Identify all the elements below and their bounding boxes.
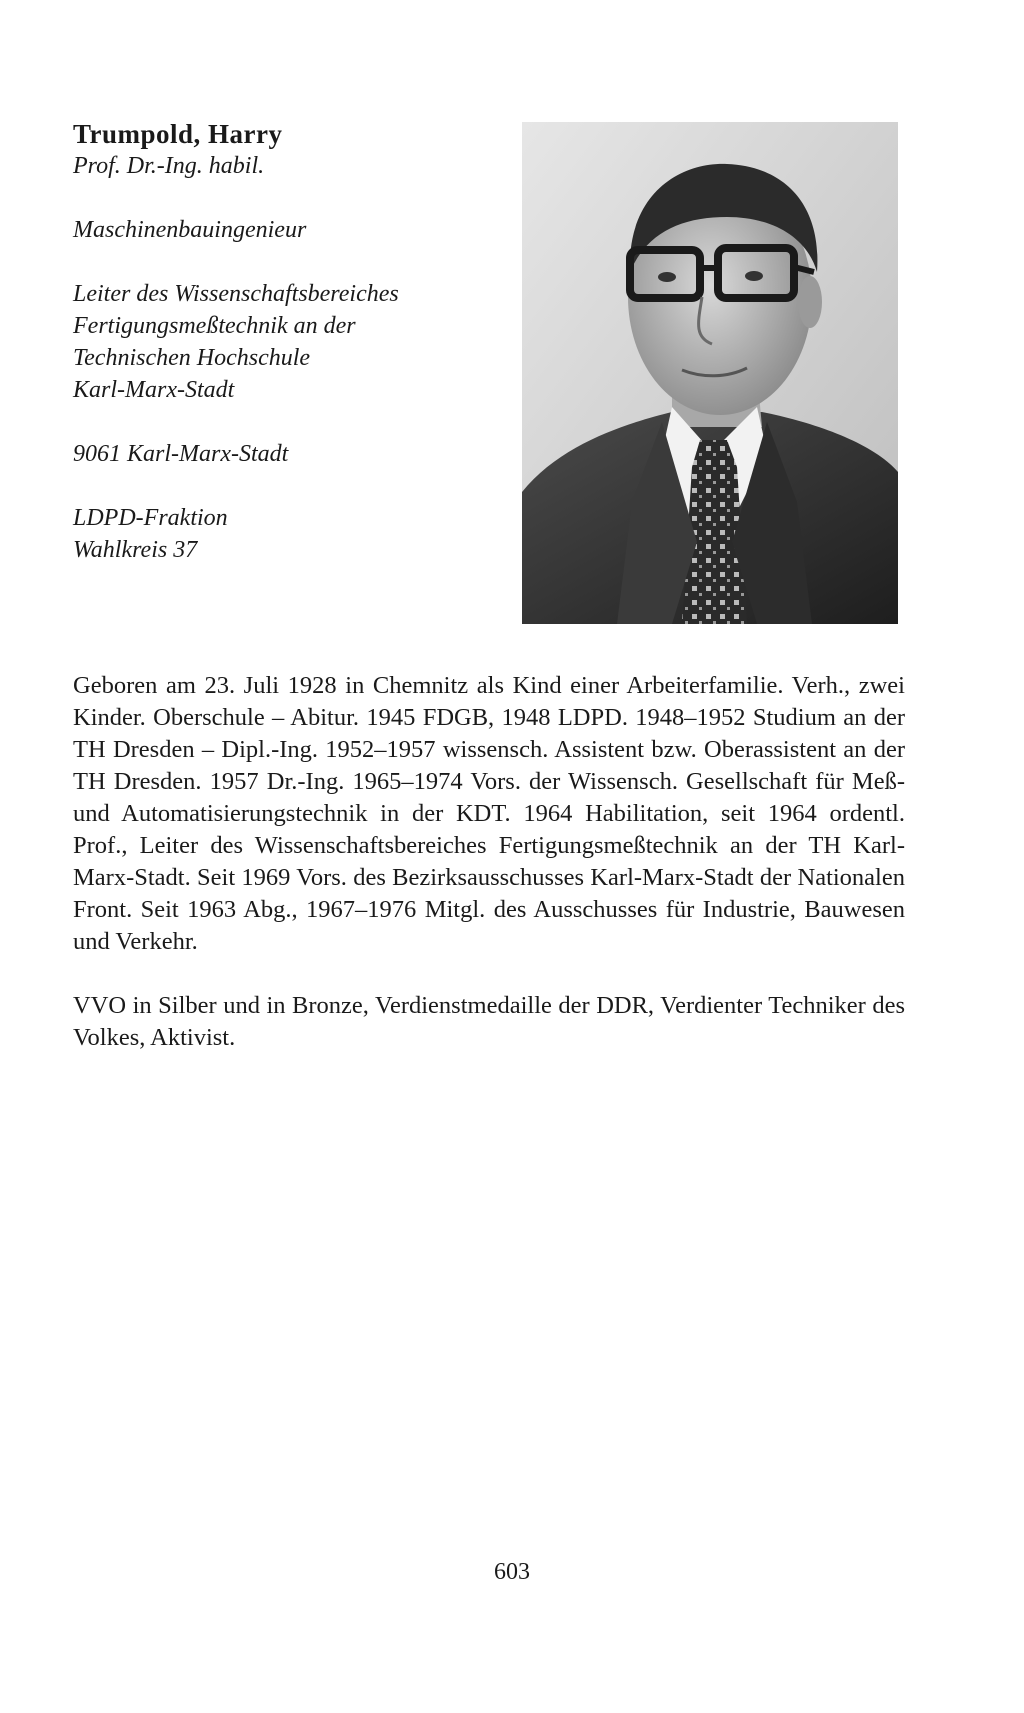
- person-name: Trumpold, Harry: [73, 119, 283, 149]
- awards-text: VVO in Silber und in Bronze, Verdienstmedaille der DDR, Verdienter Techniker des Volkes, Aktivist.: [73, 992, 905, 1051]
- position-line: Technischen Hochschule: [73, 345, 311, 371]
- profession: Maschinenbauingenieur: [73, 217, 307, 243]
- position-line: Karl-Marx-Stadt: [73, 377, 235, 403]
- residence: 9061 Karl-Marx-Stadt: [73, 441, 289, 467]
- constituency: Wahlkreis 37: [73, 537, 198, 563]
- portrait-photo: [522, 122, 898, 624]
- page-number: 603: [494, 1559, 530, 1585]
- academic-title: Prof. Dr.-Ing. habil.: [73, 153, 265, 179]
- faction: LDPD-Fraktion: [73, 505, 228, 531]
- position-line: Leiter des Wissenschaftsbereiches: [73, 281, 399, 307]
- position-line: Fertigungsmeßtechnik an der: [73, 313, 356, 339]
- biography-text: Geboren am 23. Juli 1928 in Chemnitz als Kind einer Arbeiterfamilie. Verh., zwei Kinder. Oberschule – Abitur. 1945 FDGB, 1948 LDPD. 1948–1952 Studium an der TH Dresden – Dipl.-Ing. 1952–1957 wissensch. Assistent bzw. Oberassistent an der TH Dresden. 1957 Dr.-Ing. 1965–1974 Vors. der Wissensch. Gesellschaft für Meß- und Automatisierungstechnik in der KDT. 1964 Habilitation, seit 1964 ordentl. Prof., Leiter des Wissenschaftsbereiches Fertigungsmeßtechnik an der TH Karl-Marx-Stadt. Seit 1969 Vors. des Bezirksausschusses Karl-Marx-Stadt der Nationalen Front. Seit 1963 Abg., 1967–1976 Mitgl. des Ausschusses für Industrie, Bauwesen und Verkehr.: [73, 672, 905, 955]
- entry-header: [73, 118, 513, 566]
